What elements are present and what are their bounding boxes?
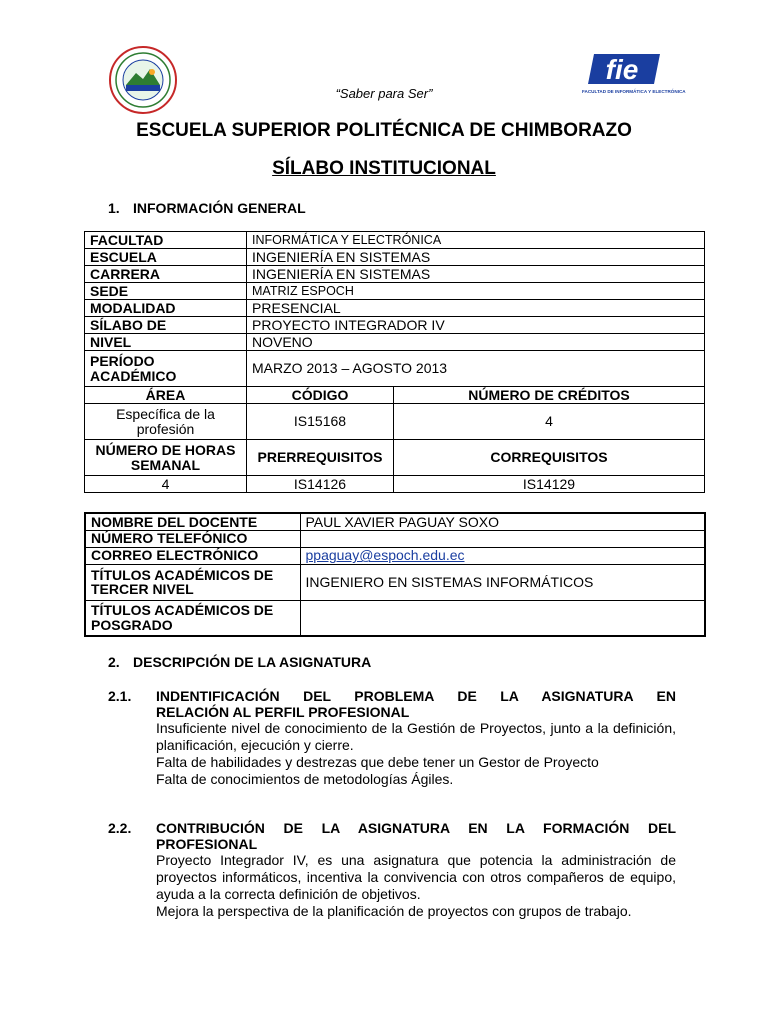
- subsection-2-1-number: 2.1.: [108, 688, 132, 704]
- label-facultad: FACULTAD: [85, 232, 247, 249]
- value-area: Específica de la profesión: [85, 404, 247, 440]
- subsection-2-2: [156, 820, 676, 920]
- table-row: [85, 513, 705, 530]
- subsection-2-2-title-line1: CONTRIBUCIÓN DE LA ASIGNATURA EN LA FORMACIÓN DEL: [156, 820, 676, 836]
- table-row: [85, 530, 705, 547]
- value-titulo-posgrado: [300, 600, 705, 636]
- value-correquisitos: IS14129: [394, 476, 705, 493]
- value-escuela: INGENIERÍA EN SISTEMAS: [247, 249, 705, 266]
- table-row: [85, 351, 705, 387]
- institution-title: ESCUELA SUPERIOR POLITÉCNICA DE CHIMBORAZO: [136, 120, 632, 141]
- label-docente: NOMBRE DEL DOCENTE: [85, 513, 300, 530]
- subsection-2-2-title-line2: PROFESIONAL: [156, 836, 258, 852]
- table-row: [85, 387, 705, 404]
- table-row: [85, 564, 705, 600]
- section-1-title: INFORMACIÓN GENERAL: [133, 200, 306, 216]
- value-creditos: 4: [394, 404, 705, 440]
- label-telefono: NÚMERO TELEFÓNICO: [85, 530, 300, 547]
- fie-logo-caption: FACULTAD DE INFORMÁTICA Y ELECTRÓNICA: [582, 89, 686, 94]
- subsection-2-1-title-line1: INDENTIFICACIÓN DEL PROBLEMA DE LA ASIGNATURA EN: [156, 688, 676, 704]
- table-row: [85, 476, 705, 493]
- table-row: [85, 232, 705, 249]
- table-row: [85, 249, 705, 266]
- value-periodo: MARZO 2013 – AGOSTO 2013: [247, 351, 705, 387]
- section-1-number: 1.: [108, 200, 120, 216]
- label-modalidad: MODALIDAD: [85, 300, 247, 317]
- teacher-info-table: [84, 512, 706, 637]
- value-facultad: INFORMÁTICA Y ELECTRÓNICA: [247, 232, 705, 249]
- label-silabo: SÍLABO DE: [85, 317, 247, 334]
- value-silabo: PROYECTO INTEGRADOR IV: [247, 317, 705, 334]
- subsection-2-1-text2: Falta de habilidades y destrezas que debe tener un Gestor de Proyecto: [156, 754, 599, 770]
- espoch-seal-logo: [108, 45, 178, 115]
- subsection-2-1-title-line2: RELACIÓN AL PERFIL PROFESIONAL: [156, 704, 410, 720]
- subsection-2-2-text2: Mejora la perspectiva de la planificación de proyectos con grupos de trabajo.: [156, 903, 632, 919]
- value-horas: 4: [85, 476, 247, 493]
- section-2-number: 2.: [108, 654, 120, 670]
- value-telefono: [300, 530, 705, 547]
- subsection-2-1-text3: Falta de conocimientos de metodologías Ágiles.: [156, 771, 454, 787]
- fie-logo-text: fie: [605, 54, 639, 85]
- table-row: [85, 266, 705, 283]
- value-nivel: NOVENO: [247, 334, 705, 351]
- value-titulo-tercer-nivel: INGENIERO EN SISTEMAS INFORMÁTICOS: [300, 564, 705, 600]
- motto: “Saber para Ser”: [335, 86, 433, 101]
- subsection-2-2-text1: Proyecto Integrador IV, es una asignatura que potencia la administración de proyectos informáticos, incentiva la convivencia con otros compañeros de equipo, ayuda a la correcta definición de objetivos.: [156, 852, 676, 902]
- header-horas: NÚMERO DE HORAS SEMANAL: [85, 440, 247, 476]
- label-titulo-posgrado: TÍTULOS ACADÉMICOS DE POSGRADO: [85, 600, 300, 636]
- document-title: SÍLABO INSTITUCIONAL: [272, 158, 496, 179]
- table-row: [85, 600, 705, 636]
- subsection-2-1: [156, 688, 676, 788]
- value-codigo: IS15168: [247, 404, 394, 440]
- subsection-2-1-text1: Insuficiente nivel de conocimiento de la Gestión de Proyectos, junto a la definición, planificación, ejecución y cierre.: [156, 720, 676, 753]
- general-info-table: [84, 231, 705, 493]
- table-row: [85, 404, 705, 440]
- header-prerrequisitos: PRERREQUISITOS: [247, 440, 394, 476]
- value-prerrequisitos: IS14126: [247, 476, 394, 493]
- value-correo-cell: [300, 547, 705, 564]
- value-sede: MATRIZ ESPOCH: [247, 283, 705, 300]
- table-row: [85, 547, 705, 564]
- table-row: [85, 334, 705, 351]
- table-row: [85, 440, 705, 476]
- header-area: ÁREA: [85, 387, 247, 404]
- label-carrera: CARRERA: [85, 266, 247, 283]
- label-titulo-tercer-nivel: TÍTULOS ACADÉMICOS DE TERCER NIVEL: [85, 564, 300, 600]
- value-docente: PAUL XAVIER PAGUAY SOXO: [300, 513, 705, 530]
- label-periodo: PERÍODO ACADÉMICO: [85, 351, 247, 387]
- label-escuela: ESCUELA: [85, 249, 247, 266]
- table-row: [85, 300, 705, 317]
- table-row: [85, 317, 705, 334]
- email-link[interactable]: ppaguay@espoch.edu.ec: [305, 547, 465, 564]
- header-codigo: CÓDIGO: [247, 387, 394, 404]
- section-2-title: DESCRIPCIÓN DE LA ASIGNATURA: [133, 654, 372, 670]
- label-nivel: NIVEL: [85, 334, 247, 351]
- header-creditos: NÚMERO DE CRÉDITOS: [394, 387, 705, 404]
- table-row: [85, 283, 705, 300]
- header-correquisitos: CORREQUISITOS: [394, 440, 705, 476]
- value-modalidad: PRESENCIAL: [247, 300, 705, 317]
- subsection-2-2-number: 2.2.: [108, 820, 132, 836]
- value-carrera: INGENIERÍA EN SISTEMAS: [247, 266, 705, 283]
- label-correo: CORREO ELECTRÓNICO: [85, 547, 300, 564]
- label-sede: SEDE: [85, 283, 247, 300]
